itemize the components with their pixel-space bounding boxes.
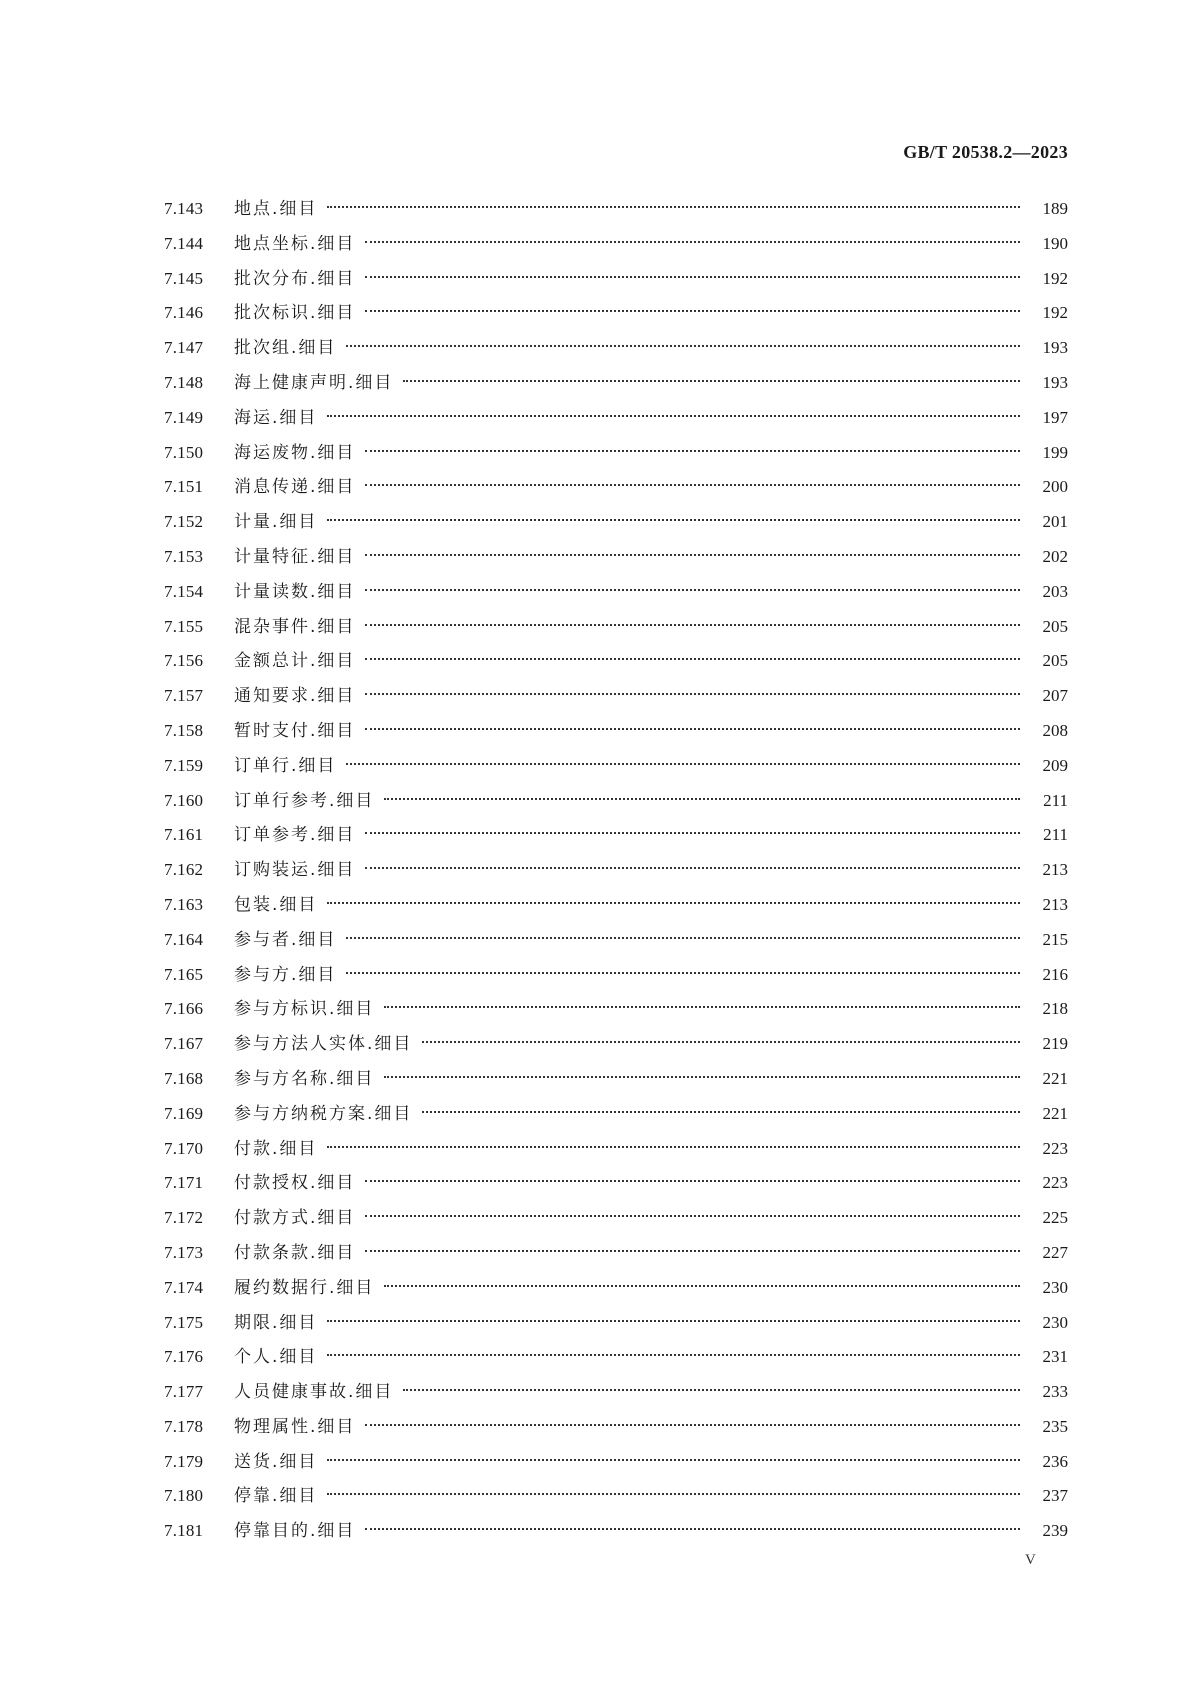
toc-entry-number: 7.154: [164, 581, 204, 601]
toc-entry-page: 207: [1042, 686, 1068, 706]
toc-entry-number: 7.175: [164, 1312, 204, 1332]
dot-leader: [365, 1179, 1020, 1182]
dot-leader: [346, 762, 1020, 765]
toc-entry-page: 235: [1042, 1416, 1068, 1436]
toc-entry-page: 205: [1042, 651, 1068, 671]
toc-entry-page: 190: [1042, 233, 1068, 253]
toc-entry-number: 7.153: [164, 546, 204, 566]
toc-entry-number: 7.146: [164, 303, 204, 323]
toc-entry[interactable]: [164, 888, 1068, 923]
toc-entry[interactable]: [164, 1132, 1068, 1167]
toc-entry[interactable]: [164, 1479, 1068, 1514]
toc-entry[interactable]: [164, 1062, 1068, 1097]
toc-entry-number: 7.171: [164, 1173, 204, 1193]
toc-entry-number: 7.178: [164, 1416, 204, 1436]
toc-entry-number: 7.159: [164, 755, 204, 775]
toc-entry-page: 231: [1042, 1347, 1068, 1367]
toc-entry-page: 197: [1042, 407, 1068, 427]
toc-entry-number: 7.165: [164, 964, 204, 984]
toc-entry-title: 参与方名称.细目: [234, 1068, 375, 1089]
standard-code-header: GB/T 20538.2—2023: [903, 142, 1068, 162]
toc-entry[interactable]: [164, 1340, 1068, 1375]
dot-leader: [365, 1214, 1020, 1217]
toc-entry[interactable]: [164, 610, 1068, 645]
dot-leader: [384, 1284, 1020, 1287]
dot-leader: [365, 831, 1020, 834]
toc-entry-page: 236: [1042, 1451, 1068, 1471]
toc-entry-title: 参与方.细目: [234, 964, 337, 985]
toc-entry-number: 7.162: [164, 860, 204, 880]
toc-entry-number: 7.160: [164, 790, 204, 810]
toc-entry[interactable]: [164, 1445, 1068, 1480]
toc-entry[interactable]: [164, 540, 1068, 575]
toc-entry-number: 7.179: [164, 1451, 204, 1471]
toc-entry-title: 批次分布.细目: [234, 268, 356, 289]
toc-entry-number: 7.149: [164, 407, 204, 427]
page-number: V: [1025, 1552, 1036, 1568]
toc-entry-number: 7.148: [164, 372, 204, 392]
toc-entry-title: 批次组.细目: [234, 338, 337, 359]
toc-entry[interactable]: [164, 923, 1068, 958]
toc-entry-number: 7.156: [164, 651, 204, 671]
toc-entry-page: 239: [1042, 1521, 1068, 1541]
toc-entry-page: 200: [1042, 477, 1068, 497]
toc-entry-number: 7.166: [164, 999, 204, 1019]
toc-entry-title: 批次标识.细目: [234, 303, 356, 324]
toc-entry-number: 7.177: [164, 1382, 204, 1402]
toc-entry[interactable]: [164, 1201, 1068, 1236]
toc-entry-page: 225: [1042, 1208, 1068, 1228]
toc-entry-number: 7.173: [164, 1242, 204, 1262]
toc-entry-page: 199: [1042, 442, 1068, 462]
toc-entry-page: 193: [1042, 372, 1068, 392]
toc-entry-number: 7.158: [164, 720, 204, 740]
dot-leader: [384, 797, 1020, 800]
toc-entry-title: 海运.细目: [234, 407, 318, 428]
toc-entry-page: 205: [1042, 616, 1068, 636]
toc-entry-page: 209: [1042, 755, 1068, 775]
toc-entry-number: 7.167: [164, 1034, 204, 1054]
toc-entry-number: 7.143: [164, 199, 204, 218]
toc-entry[interactable]: [164, 1514, 1068, 1549]
toc-entry-title: 参与方法人实体.细目: [234, 1034, 413, 1055]
toc-entry-number: 7.172: [164, 1208, 204, 1228]
toc-entry-title: 消息传递.细目: [234, 477, 356, 498]
toc-entry-title: 送货.细目: [234, 1451, 318, 1472]
dot-leader: [365, 1249, 1020, 1252]
dot-leader: [346, 936, 1020, 939]
toc-entry-title: 参与者.细目: [234, 929, 337, 950]
toc-entry-number: 7.152: [164, 512, 204, 532]
toc-entry-title: 通知要求.细目: [234, 686, 356, 707]
dot-leader: [365, 275, 1020, 278]
toc-entry[interactable]: [164, 1236, 1068, 1271]
dot-leader: [365, 1423, 1020, 1426]
toc-entry-page: 219: [1042, 1034, 1068, 1054]
dot-leader: [422, 1110, 1020, 1113]
toc-entry[interactable]: [164, 470, 1068, 505]
toc-entry-number: 7.164: [164, 929, 204, 949]
toc-entry-title: 履约数据行.细目: [234, 1277, 375, 1298]
toc-entry-title: 停靠.细目: [234, 1486, 318, 1507]
toc-entry-number: 7.150: [164, 442, 204, 462]
toc-entry-page: 192: [1042, 268, 1068, 288]
toc-entry[interactable]: [164, 401, 1068, 436]
dot-leader: [365, 483, 1020, 486]
toc-entry-number: 7.181: [164, 1521, 204, 1541]
toc-entry[interactable]: [164, 296, 1068, 331]
toc-entry-page: 213: [1042, 860, 1068, 880]
toc-entry[interactable]: [164, 436, 1068, 471]
toc-entry-title: 订单行.细目: [234, 755, 337, 776]
toc-entry-title: 地点.细目: [234, 199, 318, 219]
dot-leader: [365, 623, 1020, 626]
toc-entry-title: 付款条款.细目: [234, 1242, 356, 1263]
dot-leader: [327, 901, 1020, 904]
toc-entry[interactable]: [164, 1027, 1068, 1062]
dot-leader: [384, 1005, 1020, 1008]
toc-entry-title: 期限.细目: [234, 1312, 318, 1333]
toc-entry-number: 7.145: [164, 268, 204, 288]
toc-entry[interactable]: [164, 749, 1068, 784]
dot-leader: [365, 309, 1020, 312]
toc-entry-title: 付款授权.细目: [234, 1173, 356, 1194]
toc-entry[interactable]: [164, 192, 1068, 227]
toc-entry[interactable]: [164, 992, 1068, 1027]
toc-entry-number: 7.176: [164, 1347, 204, 1367]
toc-entry-page: 211: [1043, 790, 1068, 810]
dot-leader: [365, 553, 1020, 556]
toc-entry[interactable]: [164, 1097, 1068, 1132]
dot-leader: [365, 866, 1020, 869]
dot-leader: [327, 414, 1020, 417]
toc-entry-title: 停靠目的.细目: [234, 1521, 356, 1542]
dot-leader: [365, 727, 1020, 730]
dot-leader: [365, 1527, 1020, 1530]
toc-entry-title: 个人.细目: [234, 1347, 318, 1368]
toc-entry-title: 付款.细目: [234, 1138, 318, 1159]
toc-entry-title: 海上健康声明.细目: [234, 372, 394, 393]
toc-entry[interactable]: [164, 262, 1068, 297]
toc-entry-title: 计量特征.细目: [234, 546, 356, 567]
toc-entry[interactable]: [164, 784, 1068, 819]
toc-entry-number: 7.180: [164, 1486, 204, 1506]
toc-entry-title: 包装.细目: [234, 894, 318, 915]
toc-entry-title: 订单行参考.细目: [234, 790, 375, 811]
toc-entry-page: 230: [1042, 1312, 1068, 1332]
toc-entry-number: 7.161: [164, 825, 204, 845]
toc-entry-number: 7.170: [164, 1138, 204, 1158]
dot-leader: [422, 1040, 1020, 1043]
toc-entry-page: 202: [1042, 546, 1068, 566]
toc-entry-page: 201: [1042, 512, 1068, 532]
toc-entry[interactable]: [164, 1306, 1068, 1341]
toc-entry-number: 7.155: [164, 616, 204, 636]
dot-leader: [403, 1388, 1020, 1391]
dot-leader: [327, 1492, 1020, 1495]
toc-entry-page: 213: [1042, 894, 1068, 914]
toc-entry-title: 暂时支付.细目: [234, 720, 356, 741]
table-of-contents: [164, 192, 1068, 1549]
toc-entry-page: 215: [1042, 929, 1068, 949]
toc-entry-page: 221: [1042, 1068, 1068, 1088]
toc-entry-number: 7.147: [164, 338, 204, 358]
toc-entry-page: 221: [1042, 1103, 1068, 1123]
toc-entry[interactable]: [164, 227, 1068, 262]
toc-entry-number: 7.151: [164, 477, 204, 497]
toc-entry-page: 223: [1042, 1173, 1068, 1193]
toc-entry-page: 193: [1042, 338, 1068, 358]
toc-entry[interactable]: [164, 644, 1068, 679]
dot-leader: [327, 1353, 1020, 1356]
dot-leader: [365, 657, 1020, 660]
toc-entry[interactable]: [164, 714, 1068, 749]
toc-entry-page: 211: [1043, 825, 1068, 845]
toc-entry-title: 计量读数.细目: [234, 581, 356, 602]
dot-leader: [365, 692, 1020, 695]
toc-entry-page: 189: [1042, 199, 1068, 218]
dot-leader: [327, 1319, 1020, 1322]
toc-entry-title: 金额总计.细目: [234, 651, 356, 672]
toc-entry-title: 人员健康事故.细目: [234, 1382, 394, 1403]
dot-leader: [327, 1458, 1020, 1461]
toc-entry-page: 203: [1042, 581, 1068, 601]
dot-leader: [365, 240, 1020, 243]
toc-entry[interactable]: [164, 366, 1068, 401]
toc-entry-title: 参与方纳税方案.细目: [234, 1103, 413, 1124]
dot-leader: [384, 1075, 1020, 1078]
dot-leader: [327, 1145, 1020, 1148]
toc-entry-number: 7.174: [164, 1277, 204, 1297]
toc-entry-title: 物理属性.细目: [234, 1416, 356, 1437]
toc-entry-page: 192: [1042, 303, 1068, 323]
toc-entry-title: 订购装运.细目: [234, 860, 356, 881]
toc-entry-page: 227: [1042, 1242, 1068, 1262]
toc-entry-title: 付款方式.细目: [234, 1208, 356, 1229]
toc-entry-page: 233: [1042, 1382, 1068, 1402]
dot-leader: [346, 344, 1020, 347]
toc-entry-title: 地点坐标.细目: [234, 233, 356, 254]
toc-entry[interactable]: [164, 505, 1068, 540]
toc-entry-page: 218: [1042, 999, 1068, 1019]
toc-entry-page: 223: [1042, 1138, 1068, 1158]
toc-entry-title: 海运废物.细目: [234, 442, 356, 463]
toc-entry-page: 230: [1042, 1277, 1068, 1297]
toc-entry-number: 7.144: [164, 233, 204, 253]
toc-entry-page: 208: [1042, 720, 1068, 740]
toc-entry[interactable]: [164, 818, 1068, 853]
toc-entry[interactable]: [164, 1166, 1068, 1201]
dot-leader: [365, 588, 1020, 591]
toc-entry[interactable]: [164, 1375, 1068, 1410]
toc-entry[interactable]: [164, 1271, 1068, 1306]
toc-entry[interactable]: [164, 1410, 1068, 1445]
dot-leader: [327, 518, 1020, 521]
toc-entry-title: 混杂事件.细目: [234, 616, 356, 637]
toc-entry-title: 计量.细目: [234, 512, 318, 533]
toc-entry-title: 参与方标识.细目: [234, 999, 375, 1020]
toc-entry-number: 7.163: [164, 894, 204, 914]
dot-leader: [346, 971, 1020, 974]
toc-entry-title: 订单参考.细目: [234, 825, 356, 846]
dot-leader: [327, 205, 1020, 208]
toc-entry-number: 7.168: [164, 1068, 204, 1088]
toc-entry-number: 7.169: [164, 1103, 204, 1123]
toc-entry-page: 237: [1042, 1486, 1068, 1506]
toc-entry-number: 7.157: [164, 686, 204, 706]
toc-entry[interactable]: [164, 331, 1068, 366]
dot-leader: [365, 449, 1020, 452]
toc-entry[interactable]: [164, 575, 1068, 610]
toc-entry[interactable]: [164, 853, 1068, 888]
toc-entry[interactable]: [164, 958, 1068, 993]
toc-entry[interactable]: [164, 679, 1068, 714]
dot-leader: [403, 379, 1020, 382]
toc-entry-page: 216: [1042, 964, 1068, 984]
